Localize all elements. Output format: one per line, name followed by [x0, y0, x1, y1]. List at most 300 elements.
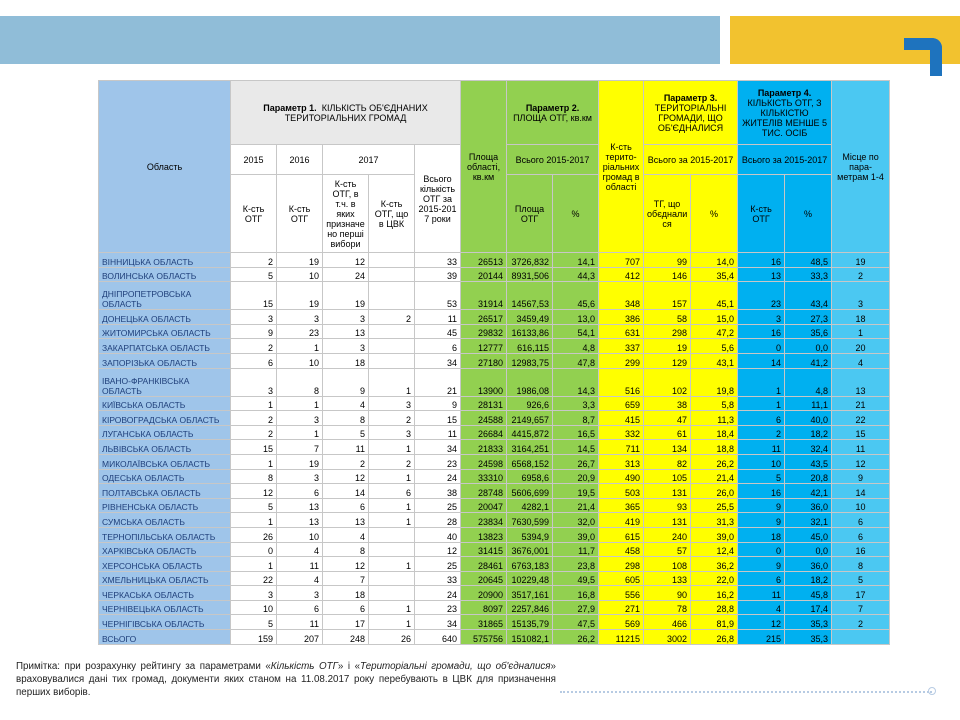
table-cell: 45,6 — [553, 282, 599, 310]
table-cell: 2 — [832, 615, 890, 630]
table-cell: 1 — [231, 454, 277, 469]
param2-text: ПЛОЩА ОТГ, кв.км — [513, 112, 592, 123]
table-cell — [369, 324, 415, 339]
table-cell: 38 — [644, 396, 691, 411]
table-cell: 14,0 — [691, 253, 738, 268]
table-cell: 18,4 — [691, 425, 738, 440]
table-cell: 19 — [277, 454, 323, 469]
table-cell: 131 — [644, 513, 691, 528]
table-cell: 3 — [277, 469, 323, 484]
table-cell: 11215 — [599, 630, 644, 645]
table-cell: 2 — [231, 411, 277, 426]
tg-joined-header: ТГ, що обєднали ся — [644, 175, 691, 253]
table-cell: 24588 — [461, 411, 507, 426]
table-cell: 11 — [277, 557, 323, 572]
table-cell: 12 — [832, 454, 890, 469]
table-cell: 13 — [832, 368, 890, 396]
table-cell: 207 — [277, 630, 323, 645]
region-name-cell: ВОЛИНСЬКА ОБЛАСТЬ — [99, 267, 231, 282]
table-cell: 19,5 — [553, 484, 599, 499]
place-header: Місце по пара-метрам 1-4 — [832, 81, 890, 253]
table-cell: 556 — [599, 586, 644, 601]
table-row — [99, 557, 890, 572]
table-cell: 298 — [644, 324, 691, 339]
table-cell: 31865 — [461, 615, 507, 630]
table-cell: 13 — [323, 513, 369, 528]
table-cell: 12 — [323, 557, 369, 572]
table-cell: 7 — [323, 571, 369, 586]
table-cell: 365 — [599, 498, 644, 513]
table-cell: 659 — [599, 396, 644, 411]
table-cell: 6 — [369, 484, 415, 499]
table-cell: 99 — [644, 253, 691, 268]
region-name-cell: ОДЕСЬКА ОБЛАСТЬ — [99, 469, 231, 484]
table-row — [99, 615, 890, 630]
table-cell: 3726,832 — [507, 253, 553, 268]
region-name-cell: ХМЕЛЬНИЦЬКА ОБЛАСТЬ — [99, 571, 231, 586]
table-cell: 6 — [738, 411, 785, 426]
table-cell: 11 — [323, 440, 369, 455]
table-cell: 20047 — [461, 498, 507, 513]
total-row — [99, 630, 890, 645]
table-cell — [369, 339, 415, 354]
table-cell: 11,1 — [785, 396, 832, 411]
table-cell: 4 — [277, 571, 323, 586]
table-cell: 18 — [323, 586, 369, 601]
table-cell: 34 — [415, 353, 461, 368]
table-cell — [369, 253, 415, 268]
table-cell: 240 — [644, 527, 691, 542]
table-cell: 0 — [738, 542, 785, 557]
table-cell: 12 — [738, 615, 785, 630]
table-cell: 11 — [738, 440, 785, 455]
region-name-cell: ХЕРСОНСЬКА ОБЛАСТЬ — [99, 557, 231, 572]
table-cell: 415 — [599, 411, 644, 426]
table-cell: 24 — [415, 586, 461, 601]
table-cell: 386 — [599, 310, 644, 325]
table-cell: 78 — [644, 600, 691, 615]
table-cell: 3 — [231, 586, 277, 601]
param3-header — [644, 81, 738, 145]
table-body — [99, 253, 890, 645]
table-cell: 3 — [832, 282, 890, 310]
table-cell: 47 — [644, 411, 691, 426]
table-cell: 133 — [644, 571, 691, 586]
table-row — [99, 571, 890, 586]
table-cell: 33 — [415, 253, 461, 268]
otg-area-header: Площа ОТГ — [507, 175, 553, 253]
table-cell: 48,5 — [785, 253, 832, 268]
table-cell: 1 — [231, 513, 277, 528]
table-cell: 6 — [323, 498, 369, 513]
table-cell: 26,7 — [553, 454, 599, 469]
table-cell: 10229,48 — [507, 571, 553, 586]
table-cell: 53 — [415, 282, 461, 310]
table-cell: 14567,53 — [507, 282, 553, 310]
table-cell: 18 — [738, 527, 785, 542]
table-cell: 26684 — [461, 425, 507, 440]
table-cell: 24 — [415, 469, 461, 484]
table-cell: 39 — [415, 267, 461, 282]
table-cell: 40,0 — [785, 411, 832, 426]
table-cell: 16,5 — [553, 425, 599, 440]
table-cell: 6958,6 — [507, 469, 553, 484]
table-cell: 4,8 — [553, 339, 599, 354]
table-cell: 42,1 — [785, 484, 832, 499]
param4-total-header: Всього за 2015-2017 — [738, 145, 832, 175]
table-cell: 605 — [599, 571, 644, 586]
region-header: Область — [99, 81, 231, 253]
table-cell: 6763,183 — [507, 557, 553, 572]
table-cell: 2 — [369, 310, 415, 325]
table-cell: 1 — [369, 557, 415, 572]
table-cell: 17 — [832, 586, 890, 601]
table-cell: 1 — [369, 498, 415, 513]
table-cell: 1 — [832, 324, 890, 339]
table-row — [99, 368, 890, 396]
table-cell: 35,6 — [785, 324, 832, 339]
table-cell: 6 — [415, 339, 461, 354]
region-name-cell: ХАРКІВСЬКА ОБЛАСТЬ — [99, 542, 231, 557]
region-name-cell: РІВНЕНСЬКА ОБЛАСТЬ — [99, 498, 231, 513]
year-2017-header: 2017 — [323, 145, 415, 175]
table-cell: 6 — [277, 484, 323, 499]
table-cell: 3 — [369, 396, 415, 411]
table-cell: 19,8 — [691, 368, 738, 396]
table-cell: 298 — [599, 557, 644, 572]
table-row — [99, 425, 890, 440]
table-cell: 45,0 — [785, 527, 832, 542]
table-cell: 9 — [738, 498, 785, 513]
table-cell: 4 — [323, 527, 369, 542]
table-cell: 36,0 — [785, 557, 832, 572]
table-cell: 40 — [415, 527, 461, 542]
table-cell: 6 — [277, 600, 323, 615]
otg-area-pct-header: % — [553, 175, 599, 253]
table-cell: 13 — [277, 498, 323, 513]
param3-total-header: Всього за 2015-2017 — [644, 145, 738, 175]
table-cell: 146 — [644, 267, 691, 282]
table-cell: 23,8 — [553, 557, 599, 572]
table-cell: 27,9 — [553, 600, 599, 615]
table-row — [99, 396, 890, 411]
region-name-cell: МИКОЛАЇВСЬКА ОБЛАСТЬ — [99, 454, 231, 469]
table-cell: 17,4 — [785, 600, 832, 615]
table-cell: 13900 — [461, 368, 507, 396]
table-cell: 18 — [832, 310, 890, 325]
region-name-cell: ДОНЕЦЬКА ОБЛАСТЬ — [99, 310, 231, 325]
footnote-term-1: Кількість ОТГ — [270, 661, 338, 672]
table-cell: 14 — [738, 353, 785, 368]
table-cell: 5394,9 — [507, 527, 553, 542]
table-cell: 41,2 — [785, 353, 832, 368]
table-cell: 3164,251 — [507, 440, 553, 455]
table-cell: 412 — [599, 267, 644, 282]
otg-count-2016-header: К-сть ОТГ — [277, 175, 323, 253]
table-row — [99, 454, 890, 469]
table-row — [99, 310, 890, 325]
table-cell: 21,4 — [691, 469, 738, 484]
table-cell: 14,1 — [553, 253, 599, 268]
table-cell: 23 — [277, 324, 323, 339]
region-name-cell: ЗАПОРІЗЬКА ОБЛАСТЬ — [99, 353, 231, 368]
table-cell: 419 — [599, 513, 644, 528]
table-cell: 33,3 — [785, 267, 832, 282]
footnote — [16, 660, 556, 699]
table-cell: 129 — [644, 353, 691, 368]
table-cell: 47,2 — [691, 324, 738, 339]
table-cell: 299 — [599, 353, 644, 368]
table-cell: 5 — [323, 425, 369, 440]
table-cell: 4 — [277, 542, 323, 557]
region-name-cell: ЛУГАНСЬКА ОБЛАСТЬ — [99, 425, 231, 440]
table-cell: 631 — [599, 324, 644, 339]
table-cell: 20 — [832, 339, 890, 354]
table-cell: 20645 — [461, 571, 507, 586]
table-cell: 3002 — [644, 630, 691, 645]
table-cell: 23834 — [461, 513, 507, 528]
table-cell: 23 — [415, 600, 461, 615]
table-cell: 45 — [415, 324, 461, 339]
table-cell: 12 — [231, 484, 277, 499]
table-cell: 16,8 — [553, 586, 599, 601]
table-cell: 11,7 — [553, 542, 599, 557]
table-header — [99, 81, 890, 253]
region-name-cell: ІВАНО-ФРАНКІВСЬКА ОБЛАСТЬ — [99, 368, 231, 396]
table-cell: 90 — [644, 586, 691, 601]
table-cell: 2 — [738, 425, 785, 440]
table-cell: 313 — [599, 454, 644, 469]
table-cell: 15 — [832, 425, 890, 440]
table-cell: 711 — [599, 440, 644, 455]
table-cell: 1 — [369, 368, 415, 396]
table-cell: 26517 — [461, 310, 507, 325]
table-cell: 47,5 — [553, 615, 599, 630]
table-cell: 4 — [323, 396, 369, 411]
table-cell: 16,2 — [691, 586, 738, 601]
param2-header — [507, 81, 599, 145]
footnote-part-3: » враховувалися дані тих громад, документи яких станом на 11.08.2017 року перебувають в ЦВК для призначення перших виборів. — [16, 661, 556, 698]
header-blue-bar — [0, 16, 720, 64]
param4-bold: Параметр 4. — [757, 87, 812, 98]
table-cell: 926,6 — [507, 396, 553, 411]
table-cell: 3 — [277, 411, 323, 426]
table-cell: 36,2 — [691, 557, 738, 572]
table-cell: 2 — [231, 253, 277, 268]
table-cell: 6568,152 — [507, 454, 553, 469]
table-cell: 8 — [323, 411, 369, 426]
table-cell: 5 — [231, 267, 277, 282]
table-cell: 43,1 — [691, 353, 738, 368]
table-cell: 24 — [323, 267, 369, 282]
table-cell: 332 — [599, 425, 644, 440]
table-cell: 1 — [369, 600, 415, 615]
tg-count-header: К-сть терито-ріальних громад в області — [599, 81, 644, 253]
table-cell: 12 — [415, 542, 461, 557]
table-cell — [369, 527, 415, 542]
table-cell: 28748 — [461, 484, 507, 499]
otg-count-2015-header: К-сть ОТГ — [231, 175, 277, 253]
table-cell: 22,0 — [691, 571, 738, 586]
table-cell: 26,8 — [691, 630, 738, 645]
table-cell: 337 — [599, 339, 644, 354]
region-name-cell: КІРОВОГРАДСЬКА ОБЛАСТЬ — [99, 411, 231, 426]
table-cell: 31,3 — [691, 513, 738, 528]
table-cell: 18 — [323, 353, 369, 368]
table-cell: 26,2 — [553, 630, 599, 645]
table-cell: 458 — [599, 542, 644, 557]
table-cell: 1 — [369, 469, 415, 484]
region-name-cell: ЖИТОМИРСЬКА ОБЛАСТЬ — [99, 324, 231, 339]
table-cell: 503 — [599, 484, 644, 499]
table-cell: 13,0 — [553, 310, 599, 325]
table-cell — [369, 571, 415, 586]
region-name-cell: ЗАКАРПАТСЬКА ОБЛАСТЬ — [99, 339, 231, 354]
table-cell: 7 — [277, 440, 323, 455]
region-name-cell: ПОЛТАВСЬКА ОБЛАСТЬ — [99, 484, 231, 499]
table-cell: 16 — [832, 542, 890, 557]
corner-bracket-icon — [904, 38, 942, 76]
table-row — [99, 484, 890, 499]
table-cell: 2149,657 — [507, 411, 553, 426]
table-cell: 43,4 — [785, 282, 832, 310]
table-cell: 0 — [738, 339, 785, 354]
table-cell: 13823 — [461, 527, 507, 542]
table-row — [99, 324, 890, 339]
table-cell: 58 — [644, 310, 691, 325]
table-cell: 271 — [599, 600, 644, 615]
table-cell: 21833 — [461, 440, 507, 455]
table-cell: 11 — [277, 615, 323, 630]
table-cell: 32,1 — [785, 513, 832, 528]
table-row — [99, 440, 890, 455]
table-cell: 8 — [277, 368, 323, 396]
table-cell: 18,2 — [785, 571, 832, 586]
region-name-cell: ВСЬОГО — [99, 630, 231, 645]
table-cell: 54,1 — [553, 324, 599, 339]
region-name-cell: ЧЕРНІВЕЦЬКА ОБЛАСТЬ — [99, 600, 231, 615]
table-cell: 3 — [323, 339, 369, 354]
table-cell: 18,2 — [785, 425, 832, 440]
table-cell: 33310 — [461, 469, 507, 484]
table-cell: 1 — [277, 339, 323, 354]
table-cell: 19 — [832, 253, 890, 268]
table-cell: 5 — [738, 469, 785, 484]
table-cell: 15,0 — [691, 310, 738, 325]
param4-header — [738, 81, 832, 145]
table-cell: 348 — [599, 282, 644, 310]
table-row — [99, 542, 890, 557]
table-cell: 157 — [644, 282, 691, 310]
table-cell: 19 — [323, 282, 369, 310]
table-cell: 31914 — [461, 282, 507, 310]
param2-bold: Параметр 2. — [525, 102, 580, 113]
table-cell: 8 — [323, 542, 369, 557]
table-cell: 93 — [644, 498, 691, 513]
divider-end-circle-icon — [928, 687, 936, 695]
region-name-cell: СУМСЬКА ОБЛАСТЬ — [99, 513, 231, 528]
table-cell — [369, 353, 415, 368]
table-row — [99, 527, 890, 542]
table-cell: 3,3 — [553, 396, 599, 411]
table-cell: 22 — [231, 571, 277, 586]
table-cell: 3459,49 — [507, 310, 553, 325]
table-cell: 23 — [738, 282, 785, 310]
table-cell: 2 — [231, 425, 277, 440]
table-cell — [369, 282, 415, 310]
table-cell: 159 — [231, 630, 277, 645]
table-cell: 9 — [738, 557, 785, 572]
table-cell: 3 — [738, 310, 785, 325]
footnote-part-2: » і « — [337, 661, 361, 672]
param2-total-header: Всього 2015-2017 — [507, 145, 599, 175]
region-name-cell: ЧЕРНІГІВСЬКА ОБЛАСТЬ — [99, 615, 231, 630]
table-cell: 20,9 — [553, 469, 599, 484]
table-cell: 0,0 — [785, 542, 832, 557]
table-cell: 8931,506 — [507, 267, 553, 282]
table-cell: 38 — [415, 484, 461, 499]
table-cell — [369, 586, 415, 601]
table-row — [99, 469, 890, 484]
table-cell: 61 — [644, 425, 691, 440]
table-cell: 10 — [231, 600, 277, 615]
table-cell: 9 — [415, 396, 461, 411]
table-cell: 28 — [415, 513, 461, 528]
table-cell: 490 — [599, 469, 644, 484]
table-cell: 27,3 — [785, 310, 832, 325]
table-cell: 11 — [415, 425, 461, 440]
table-cell: 13 — [323, 324, 369, 339]
table-cell: 39,0 — [691, 527, 738, 542]
table-cell: 12 — [323, 253, 369, 268]
param1-text: КІЛЬКІСТЬ ОБ'ЄДНАНИХ ТЕРИТОРІАЛЬНИХ ГРОМАД — [284, 102, 428, 123]
table-cell: 134 — [644, 440, 691, 455]
table-cell: 108 — [644, 557, 691, 572]
table-cell: 14,5 — [553, 440, 599, 455]
table-cell: 43,5 — [785, 454, 832, 469]
table-cell: 102 — [644, 368, 691, 396]
table-cell: 35,3 — [785, 615, 832, 630]
table-row — [99, 411, 890, 426]
table-cell: 1986,08 — [507, 368, 553, 396]
table-cell: 5 — [832, 571, 890, 586]
table-cell: 1 — [277, 396, 323, 411]
table-cell: 36,0 — [785, 498, 832, 513]
table-cell: 9 — [738, 513, 785, 528]
table-cell: 11,3 — [691, 411, 738, 426]
table-cell: 3517,161 — [507, 586, 553, 601]
table-cell: 33 — [415, 571, 461, 586]
table-cell: 35,3 — [785, 630, 832, 645]
table-cell: 21 — [832, 396, 890, 411]
table-cell: 1 — [231, 396, 277, 411]
region-name-cell: ВІННИЦЬКА ОБЛАСТЬ — [99, 253, 231, 268]
table-cell: 1 — [277, 425, 323, 440]
table-cell: 19 — [277, 282, 323, 310]
table-cell: 34 — [415, 615, 461, 630]
table-cell: 1 — [231, 557, 277, 572]
table-cell: 18,8 — [691, 440, 738, 455]
year-2016-header: 2016 — [277, 145, 323, 175]
table-cell: 32,0 — [553, 513, 599, 528]
table-cell: 13 — [277, 513, 323, 528]
table-cell: 28461 — [461, 557, 507, 572]
small-otg-count-header: К-сть ОТГ — [738, 175, 785, 253]
table-cell: 707 — [599, 253, 644, 268]
table-cell: 28,8 — [691, 600, 738, 615]
year-2015-header: 2015 — [231, 145, 277, 175]
table-cell: 466 — [644, 615, 691, 630]
